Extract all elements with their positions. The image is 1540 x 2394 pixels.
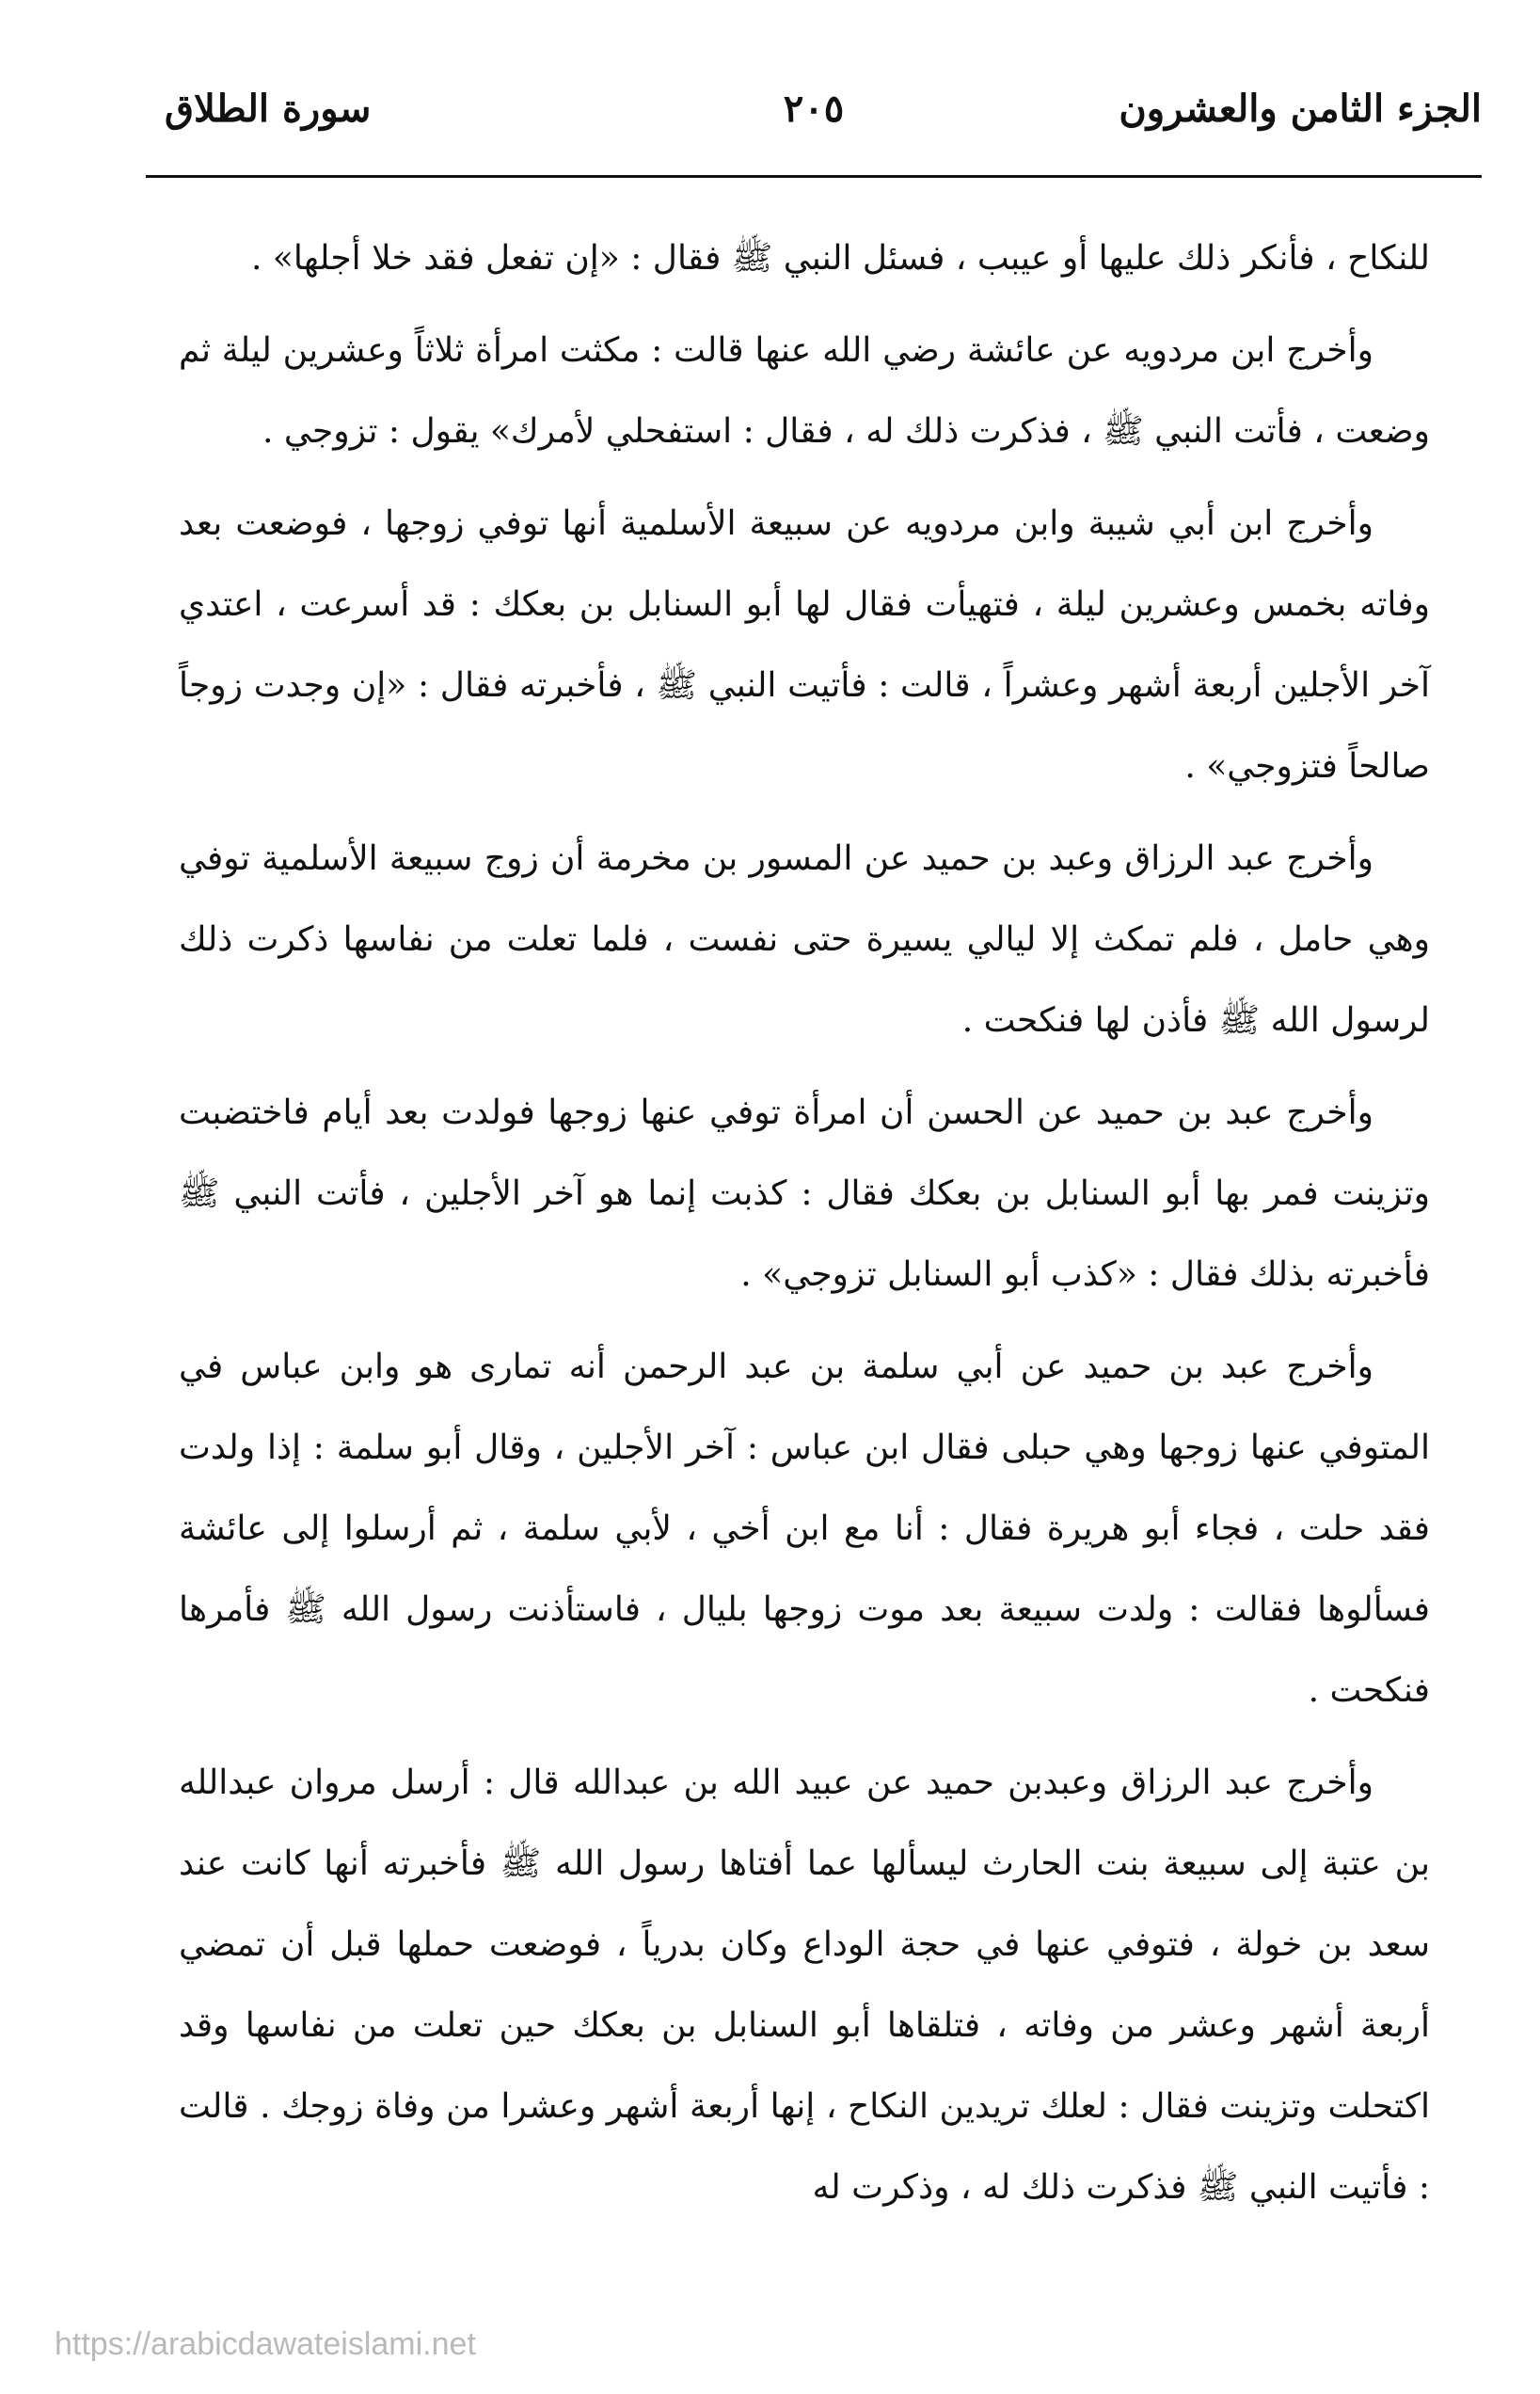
- page-number: ٢٠٥: [783, 87, 845, 131]
- paragraph-6: وأخرج عبد بن حميد عن أبي سلمة بن عبد الرحمن أنه تمارى هو وابن عباس في المتوفي عنها زوجها وهي حبلى فقال ابن عباس : آخر الأجلين ، وقال أبو سلمة : إذا ولدت فقد حلت ، فجاء أبو هريرة فقال : أنا مع ابن أخي ، لأبي سلمة ، ثم أرسلوا إلى عائشة فسألوها فقالت : ولدت سبيعة بعد موت زوجها بليال ، فاستأذنت رسول الله ﷺ فأمرها فنكحت .: [179, 1348, 1430, 1710]
- page-header: [146, 87, 1482, 152]
- paragraph-5: وأخرج عبد بن حميد عن الحسن أن امرأة توفي عنها زوجها فولدت بعد أيام فاختضبت وتزينت فمر بها أبو السنابل بن بعكك فقال : كذبت إنما هو آخر الأجلين ، فأتت النبي ﷺ فأخبرته بذلك فقال : «كذب أبو السنابل تزوجي» .: [179, 1093, 1430, 1294]
- website-watermark: https://arabicdawateislami.net: [55, 2326, 476, 2362]
- paragraph-1: للنكاح ، فأنكر ذلك عليها أو عيبب ، فسئل النبي ﷺ فقال : «إن تفعل فقد خلا أجلها» .: [250, 239, 1430, 278]
- part-title: الجزء الثامن والعشرون: [1119, 87, 1482, 131]
- header-divider: [146, 175, 1482, 178]
- surah-title: سورة الطلاق: [165, 87, 372, 131]
- paragraph-3: وأخرج ابن أبي شيبة وابن مردويه عن سبيعة الأسلمية أنها توفي زوجها ، فوضعت بعد وفاته بخمس وعشرين ليلة ، فتهيأت فقال لها أبو السنابل بن بعكك : قد أسرعت ، اعتدي آخر الأجلين أربعة أشهر وعشراً ، قالت : فأتيت النبي ﷺ ، فأخبرته فقال : «إن وجدت زوجاً صالحاً فتزوجي» .: [179, 504, 1430, 786]
- paragraph-7: وأخرج عبد الرزاق وعبدبن حميد عن عبيد الله بن عبدالله قال : أرسل مروان عبدالله بن عتبة إلى سبيعة بنت الحارث ليسألها عما أفتاها رسول الله ﷺ فأخبرته أنها كانت عند سعد بن خولة ، فتوفي عنها في حجة الوداع وكان بدرياً ، فوضعت حملها قبل أن تمضي أربعة أشهر وعشر من وفاته ، فتلقاها أبو السنابل بن بعكك حين تعلت من نفاسها وقد اكتحلت وتزينت فقال : لعلك تريدين النكاح ، إنها أربعة أشهر وعشرا من وفاة زوجك . قالت : فأتيت النبي ﷺ فذكرت ذلك له ، وذكرت له: [179, 1764, 1430, 2207]
- paragraph-4: وأخرج عبد الرزاق وعبد بن حميد عن المسور بن مخرمة أن زوج سبيعة الأسلمية توفي وهي حامل ، فلم تمكث إلا ليالي يسيرة حتى نفست ، فلما تعلت من نفاسها ذكرت ذلك لرسول الله ﷺ فأذن لها فنكحت .: [179, 839, 1430, 1040]
- paragraph-2: وأخرج ابن مردويه عن عائشة رضي الله عنها قالت : مكثت امرأة ثلاثاً وعشرين ليلة ثم وضعت ، فأتت النبي ﷺ ، فذكرت ذلك له ، فقال : استفحلي لأمرك» يقول : تزوجي .: [179, 331, 1430, 451]
- page-body: [179, 218, 1430, 2240]
